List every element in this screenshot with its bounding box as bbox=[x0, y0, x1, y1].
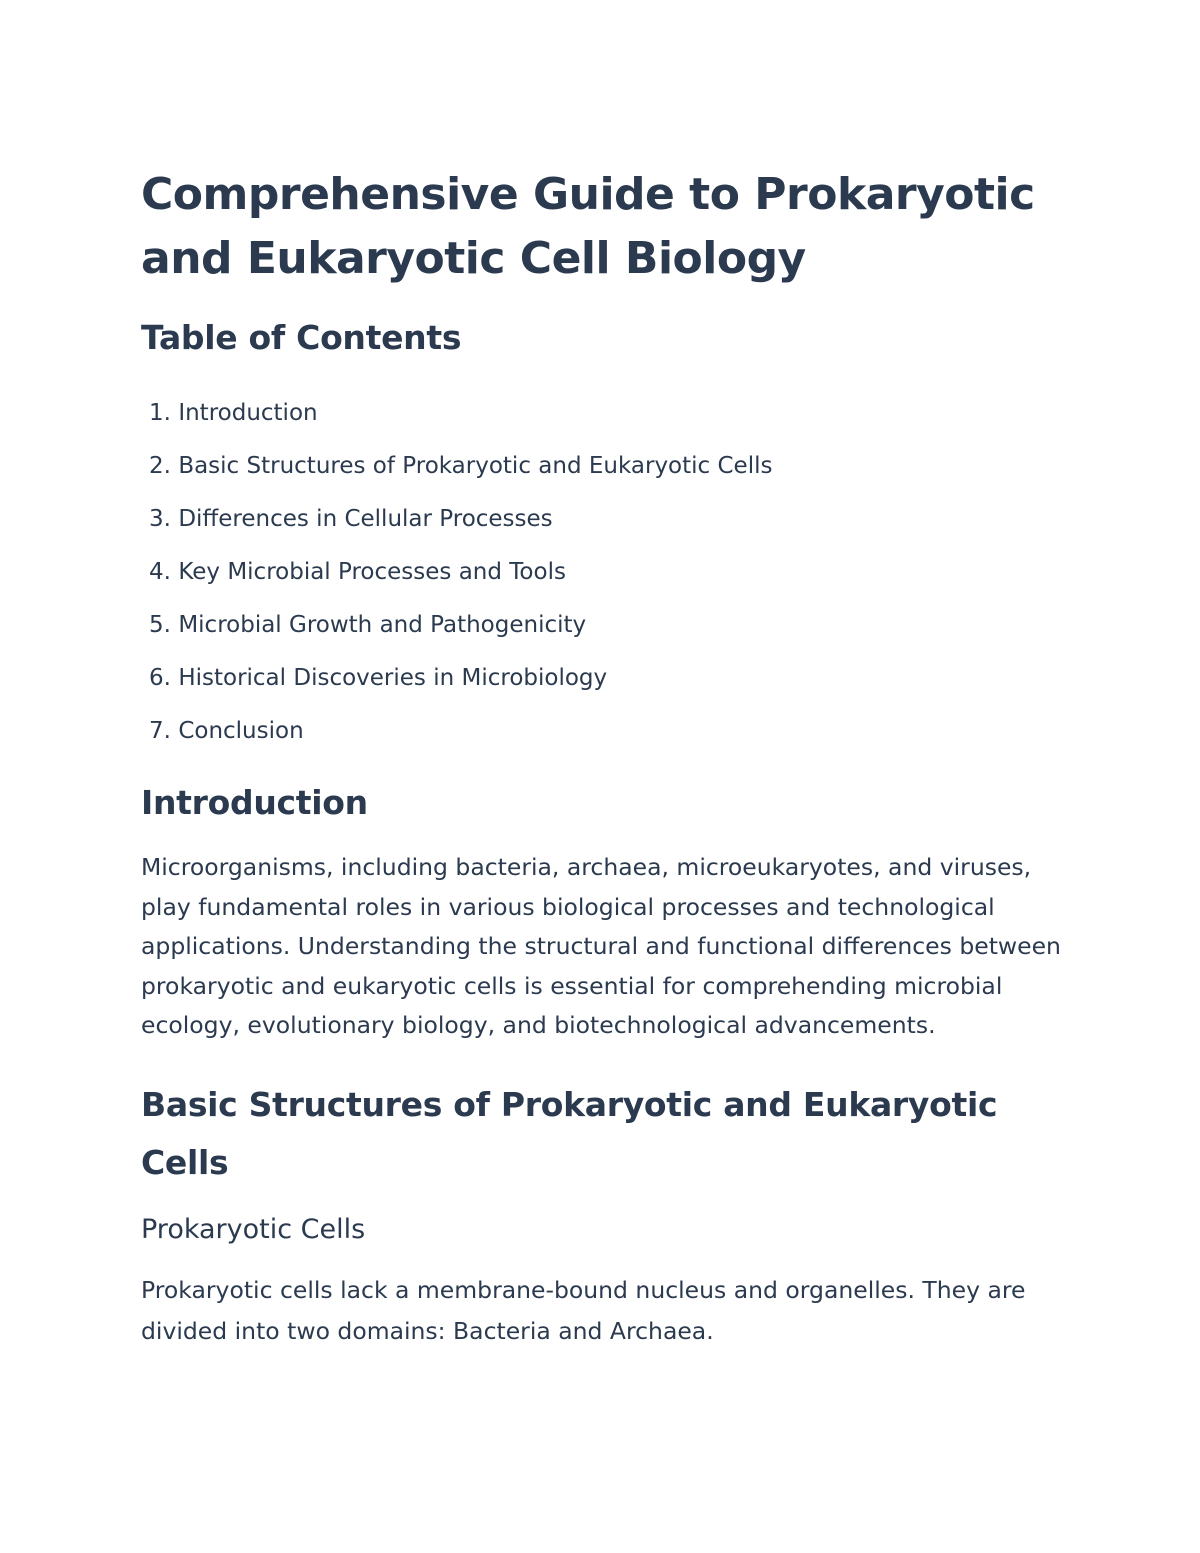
toc-item-microbial-processes[interactable] bbox=[141, 546, 1071, 599]
toc-item-conclusion[interactable] bbox=[141, 705, 1071, 758]
basic-structures-heading: Basic Structures of Prokaryotic and Eukaryotic Cells bbox=[141, 1084, 998, 1182]
toc-number: 1. bbox=[149, 400, 171, 426]
introduction-paragraph: Microorganisms, including bacteria, archaea, microeukaryotes, and viruses, play fundamental roles in various biological processes and technological applications. Understanding the structural and functional differences between prokaryotic and eukaryotic cells is essential for comprehending microbial ecology, evolutionary biology, and biotechnological advancements. bbox=[141, 853, 1061, 1039]
prokaryotic-cells-paragraph: Prokaryotic cells lack a membrane-bound nucleus and organelles. They are divided into two domains: Bacteria and Archaea. bbox=[141, 1275, 1026, 1345]
toc-label: Conclusion bbox=[178, 718, 304, 744]
toc-label: Key Microbial Processes and Tools bbox=[178, 559, 566, 585]
prokaryotic-cells-heading: Prokaryotic Cells bbox=[141, 1213, 366, 1245]
table-of-contents bbox=[141, 387, 1071, 758]
document-page bbox=[141, 163, 1071, 1352]
toc-item-basic-structures[interactable] bbox=[141, 440, 1071, 493]
toc-number: 5. bbox=[149, 612, 171, 638]
toc-item-historical-discoveries[interactable] bbox=[141, 652, 1071, 705]
document-title: Comprehensive Guide to Prokaryotic and Eukaryotic Cell Biology bbox=[141, 169, 1035, 284]
introduction-heading: Introduction bbox=[141, 783, 368, 822]
toc-item-introduction[interactable] bbox=[141, 387, 1071, 440]
toc-label: Microbial Growth and Pathogenicity bbox=[178, 612, 587, 638]
toc-label: Introduction bbox=[178, 400, 318, 426]
toc-label: Basic Structures of Prokaryotic and Eukaryotic Cells bbox=[178, 453, 773, 479]
toc-number: 2. bbox=[149, 453, 171, 479]
toc-item-growth-pathogenicity[interactable] bbox=[141, 599, 1071, 652]
toc-label: Historical Discoveries in Microbiology bbox=[178, 665, 608, 691]
toc-number: 7. bbox=[149, 718, 171, 744]
toc-number: 4. bbox=[149, 559, 171, 585]
toc-label: Differences in Cellular Processes bbox=[178, 506, 553, 532]
toc-number: 3. bbox=[149, 506, 171, 532]
toc-item-cellular-processes[interactable] bbox=[141, 493, 1071, 546]
toc-heading: Table of Contents bbox=[141, 318, 462, 357]
toc-number: 6. bbox=[149, 665, 171, 691]
